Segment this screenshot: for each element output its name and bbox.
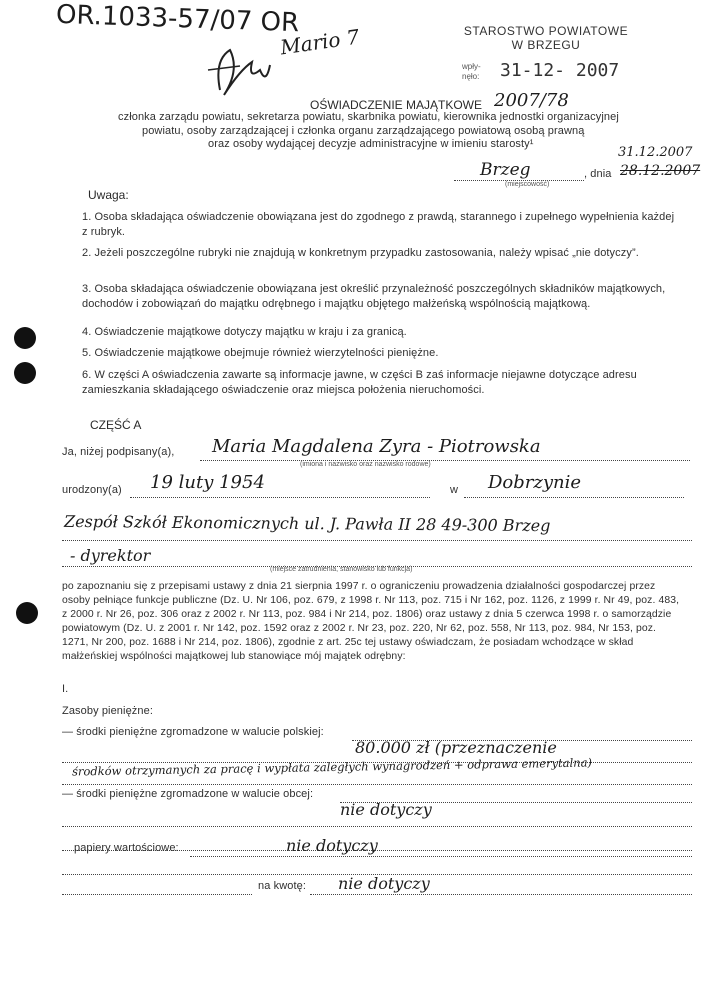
born-place: Dobrzynie (488, 472, 582, 493)
born-in-label: w (450, 484, 459, 496)
employment-line-2: - dyrektor (70, 546, 151, 565)
name-caption: (imiona i nazwisko oraz nazwisko rodowe) (300, 461, 431, 468)
born-date: 19 luty 1954 (150, 472, 265, 493)
heading-line-3: oraz osoby wydającej decyzje administracyjne w imieniu starosty¹ (208, 138, 534, 150)
section-heading: Zasoby pieniężne: (62, 705, 153, 717)
amount-label: na kwotę: (258, 880, 306, 892)
securities-label: papiery wartościowe: (74, 842, 179, 854)
stamp-number: 2007/78 (494, 90, 569, 111)
law-text: po zapoznaniu się z przepisami ustawy z dnia 21 sierpnia 1997 r. o ograniczeniu prowadzenia działalności gospodarczej przez osoby pełniące funkcje publiczne (Dz. U. Nr 106, poz. 679, z 1998 r. Nr 113, poz. 715 i Nr 162, poz. 1126, z 1999 r. Nr 49, poz. 483, z 2000 r. Nr 26, poz. 306 oraz z 2002 r. Nr 113, poz. 984 i Nr 214, poz. 1806) oraz ustawy z dnia 5 czerwca 1998 r. o samorządzie powiatowym (Dz. U. z 2001 r. Nr 142, poz. 1592 oraz z 2002 r. Nr 23, poz. 220, Nr 62, poz. 558, Nr 113, poz. 984, Nr 153, poz. 1271, Nr 200, poz. 1688 i Nr 214, poz. 1806), zgodnie z art. 25c tej ustawy oświadczam, że posiadam wchodzące w skład małżeńskiej wspólności majątkowej lub stanowiące mój majątek odrębny: (62, 581, 680, 662)
employment-line-1: Zespół Szkół Ekonomicznych ul. J. Pawła II 28 49-300 Brzeg (63, 511, 551, 536)
signed-label: Ja, niżej podpisany(a), (62, 446, 175, 458)
stamp-received-label: wpły- nęło: (462, 62, 481, 81)
pln-value: 80.000 zł (przeznaczenie (355, 738, 557, 757)
note-6: 6. W części A oświadczenia zawarte są informacje jawne, w części B zaś informacje niejawne dotyczące adresu zamieszkania składającego oświadczenie oraz miejsca położenia nieruchomości. (82, 369, 637, 396)
place-caption: (miejscowość) (505, 181, 550, 188)
employment-caption: (miejsce zatrudnienia, stanowisko lub funkcja) (270, 566, 413, 573)
amount-value: nie dotyczy (338, 874, 430, 893)
heading-line-1: członka zarządu powiatu, sekretarza powiatu, skarbnika powiatu, kierownika jednostki organizacyjnej (118, 111, 619, 123)
foreign-value: nie dotyczy (340, 800, 432, 819)
part-a-heading: CZĘŚĆ A (90, 418, 142, 432)
note-1: 1. Osoba składająca oświadczenie obowiązana jest do zgodnego z prawdą, starannego i zupełnego wypełnienia każdej z rubryk. (82, 211, 675, 238)
heading-line-2: powiatu, osoby zarządzającej i członka organu zarządzającego powiatową osobą prawną (142, 125, 585, 137)
note-3: 3. Osoba składająca oświadczenie obowiązana jest określić przynależność poszczególnych składników majątkowych, dochodów i zobowiązań do majątku odrębnego i majątku objętego małżeńską wspólnością majątkową. (82, 283, 666, 310)
stamp-line-1: STAROSTWO POWIATOWE (463, 24, 629, 38)
reference-number: OR.1033-57/07 OR (55, 0, 300, 39)
stamp-received-date: 31-12- 2007 (500, 60, 620, 81)
office-stamp (446, 24, 646, 52)
date-new: 31.12.2007 (618, 145, 693, 160)
place-value: Brzeg (480, 160, 531, 180)
securities-value: nie dotyczy (286, 836, 378, 855)
section-roman: I. (62, 683, 69, 695)
punch-hole-bottom (16, 602, 38, 624)
notes-heading: Uwaga: (88, 188, 129, 202)
foreign-label: — środki pieniężne zgromadzone w walucie obcej: (62, 788, 314, 800)
document-title: OŚWIADCZENIE MAJĄTKOWE (310, 98, 483, 112)
signature-name: Mario 7 (278, 24, 361, 60)
stamp-line-2: W BRZEGU (511, 38, 581, 52)
note-2: 2. Jeżeli poszczególne rubryki nie znajdują w konkretnym przypadku zastosowania, należy wpisać „nie dotyczy”. (82, 247, 639, 259)
date-struck: 28.12.2007 (620, 163, 701, 179)
note-5: 5. Oświadczenie majątkowe obejmuje również wierzytelności pieniężne. (82, 347, 439, 359)
name-value: Maria Magdalena Zyra - Piotrowska (212, 436, 541, 457)
pln-value-line-2: środków otrzymanych za pracę i wypłata zaległych wynagrodzeń + odprawa emerytalna) (71, 755, 593, 779)
date-label: , dnia (584, 168, 612, 180)
pln-label: — środki pieniężne zgromadzone w walucie polskiej: (62, 726, 324, 738)
note-4: 4. Oświadczenie majątkowe dotyczy majątku w kraju i za granicą. (82, 326, 407, 338)
punch-hole-middle (14, 362, 36, 384)
born-label: urodzony(a) (62, 484, 122, 496)
punch-hole-top (14, 327, 36, 349)
